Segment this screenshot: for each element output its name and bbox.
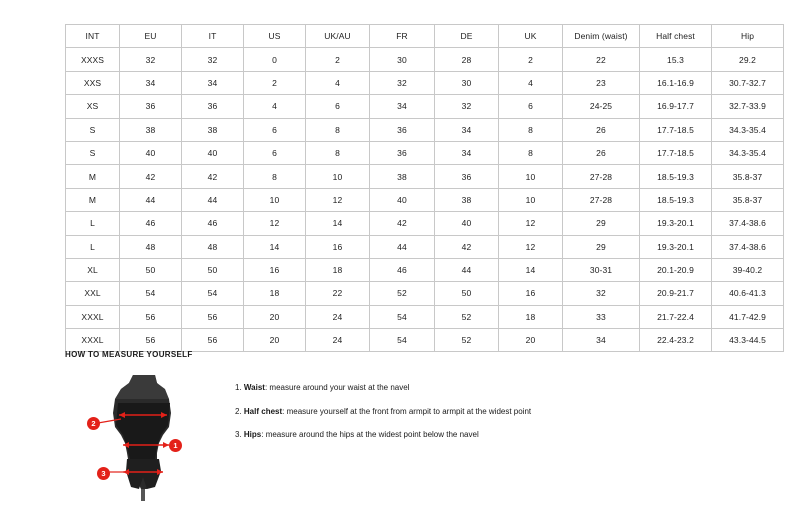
- table-cell: 0: [244, 48, 306, 71]
- table-cell: 18: [244, 282, 306, 305]
- table-cell: 6: [499, 95, 563, 118]
- table-cell: 16.9-17.7: [640, 95, 712, 118]
- table-cell: 6: [244, 118, 306, 141]
- table-cell: 4: [306, 71, 370, 94]
- table-cell: 30.7-32.7: [712, 71, 784, 94]
- table-row: [66, 95, 784, 118]
- column-header: FR: [370, 25, 435, 48]
- table-cell: 44: [182, 188, 244, 211]
- table-cell: 32: [435, 95, 499, 118]
- column-header: INT: [66, 25, 120, 48]
- table-cell: 2: [499, 48, 563, 71]
- table-cell: 24-25: [563, 95, 640, 118]
- table-cell: 48: [120, 235, 182, 258]
- table-cell: 37.4-38.6: [712, 212, 784, 235]
- table-cell: 56: [120, 305, 182, 328]
- table-cell: 17.7-18.5: [640, 118, 712, 141]
- how-to-measure-section: [65, 350, 735, 503]
- table-cell: 21.7-22.4: [640, 305, 712, 328]
- table-row: [66, 212, 784, 235]
- column-header: Hip: [712, 25, 784, 48]
- table-cell: 34: [370, 95, 435, 118]
- table-cell: L: [66, 212, 120, 235]
- table-cell: 24: [306, 305, 370, 328]
- table-cell: 20: [499, 329, 563, 352]
- mannequin-figure: [85, 373, 205, 503]
- table-cell: 38: [120, 118, 182, 141]
- size-chart-table: [65, 24, 784, 352]
- table-cell: 6: [244, 141, 306, 164]
- size-chart-container: [65, 24, 766, 352]
- table-cell: S: [66, 118, 120, 141]
- how-to-measure-body: [65, 373, 735, 503]
- table-cell: 29: [563, 212, 640, 235]
- table-row: [66, 141, 784, 164]
- table-cell: 46: [120, 212, 182, 235]
- table-cell: 40: [120, 141, 182, 164]
- table-cell: 8: [306, 118, 370, 141]
- column-header: UK: [499, 25, 563, 48]
- table-row: [66, 305, 784, 328]
- measure-instruction-text: : measure yourself at the front from armpit to armpit at the widest point: [282, 406, 532, 416]
- table-cell: 34: [435, 118, 499, 141]
- table-cell: 12: [306, 188, 370, 211]
- column-header: DE: [435, 25, 499, 48]
- table-cell: 8: [306, 141, 370, 164]
- table-cell: 33: [563, 305, 640, 328]
- table-cell: 34: [182, 71, 244, 94]
- table-cell: 41.7-42.9: [712, 305, 784, 328]
- table-cell: XXXL: [66, 329, 120, 352]
- table-cell: 38: [182, 118, 244, 141]
- table-cell: 30: [435, 71, 499, 94]
- table-cell: 23: [563, 71, 640, 94]
- table-cell: 42: [120, 165, 182, 188]
- table-row: [66, 118, 784, 141]
- table-cell: M: [66, 188, 120, 211]
- table-cell: XXL: [66, 282, 120, 305]
- table-cell: 34: [120, 71, 182, 94]
- table-cell: 50: [435, 282, 499, 305]
- table-cell: 16: [306, 235, 370, 258]
- measure-instruction-number: 3.: [235, 430, 242, 440]
- table-cell: 22: [563, 48, 640, 71]
- table-cell: 10: [499, 188, 563, 211]
- table-cell: 52: [370, 282, 435, 305]
- table-cell: 48: [182, 235, 244, 258]
- column-header: US: [244, 25, 306, 48]
- table-cell: 32: [563, 282, 640, 305]
- table-cell: 54: [370, 305, 435, 328]
- table-cell: 42: [370, 212, 435, 235]
- table-row: [66, 282, 784, 305]
- table-cell: 32: [120, 48, 182, 71]
- table-cell: 44: [435, 258, 499, 281]
- table-cell: 36: [120, 95, 182, 118]
- table-cell: 2: [244, 71, 306, 94]
- table-row: [66, 48, 784, 71]
- table-cell: M: [66, 165, 120, 188]
- measure-instruction-number: 2.: [235, 406, 242, 416]
- table-row: [66, 71, 784, 94]
- table-cell: 46: [370, 258, 435, 281]
- table-cell: 18.5-19.3: [640, 188, 712, 211]
- table-cell: 36: [435, 165, 499, 188]
- table-row: [66, 188, 784, 211]
- table-row: [66, 165, 784, 188]
- table-cell: 44: [370, 235, 435, 258]
- table-cell: 37.4-38.6: [712, 235, 784, 258]
- table-cell: 18: [499, 305, 563, 328]
- table-cell: 24: [306, 329, 370, 352]
- measure-badge-1: 1: [169, 439, 182, 452]
- table-cell: S: [66, 141, 120, 164]
- how-to-measure-title: HOW TO MEASURE YOURSELF: [65, 350, 193, 359]
- column-header: UK/AU: [306, 25, 370, 48]
- table-cell: 36: [370, 141, 435, 164]
- table-cell: XXXS: [66, 48, 120, 71]
- table-cell: 8: [499, 118, 563, 141]
- measure-instruction-term: Waist: [243, 383, 265, 392]
- table-cell: 35.8-37: [712, 188, 784, 211]
- table-cell: 42: [435, 235, 499, 258]
- table-cell: L: [66, 235, 120, 258]
- table-cell: 14: [306, 212, 370, 235]
- table-cell: 34.3-35.4: [712, 118, 784, 141]
- table-cell: 40: [435, 212, 499, 235]
- measure-instruction-term: Hips: [243, 430, 262, 440]
- table-cell: 16: [244, 258, 306, 281]
- table-cell: 44: [120, 188, 182, 211]
- table-cell: 34: [435, 141, 499, 164]
- table-cell: 20: [244, 329, 306, 352]
- table-cell: 18: [306, 258, 370, 281]
- table-row: [66, 329, 784, 352]
- table-cell: 20.1-20.9: [640, 258, 712, 281]
- table-cell: 4: [244, 95, 306, 118]
- table-row: [66, 258, 784, 281]
- table-cell: 30: [370, 48, 435, 71]
- table-cell: 2: [306, 48, 370, 71]
- measure-badge-2: 2: [87, 417, 100, 430]
- table-cell: 54: [370, 329, 435, 352]
- table-cell: 22.4-23.2: [640, 329, 712, 352]
- table-cell: 14: [244, 235, 306, 258]
- table-cell: 12: [244, 212, 306, 235]
- table-cell: 26: [563, 141, 640, 164]
- table-cell: 56: [120, 329, 182, 352]
- table-cell: 10: [244, 188, 306, 211]
- table-cell: 27-28: [563, 188, 640, 211]
- table-cell: 16.1-16.9: [640, 71, 712, 94]
- table-cell: 28: [435, 48, 499, 71]
- table-cell: 10: [499, 165, 563, 188]
- table-cell: 15.3: [640, 48, 712, 71]
- table-cell: 38: [435, 188, 499, 211]
- table-cell: 12: [499, 212, 563, 235]
- table-cell: 34: [563, 329, 640, 352]
- measure-instruction-text: : measure around your waist at the navel: [264, 383, 410, 392]
- measure-instruction-waist: [235, 383, 531, 393]
- measure-instruction-term: Half chest: [243, 406, 283, 416]
- measure-instruction-half-chest: [235, 407, 531, 417]
- table-cell: 40: [182, 141, 244, 164]
- table-cell: 34.3-35.4: [712, 141, 784, 164]
- table-cell: 18.5-19.3: [640, 165, 712, 188]
- table-cell: 22: [306, 282, 370, 305]
- table-cell: 26: [563, 118, 640, 141]
- measure-badge-3: 3: [97, 467, 110, 480]
- table-header-row: [66, 25, 784, 48]
- column-header: Half chest: [640, 25, 712, 48]
- table-cell: 8: [499, 141, 563, 164]
- table-cell: 19.3-20.1: [640, 212, 712, 235]
- measure-instruction-number: 1.: [235, 383, 242, 392]
- table-cell: 52: [435, 329, 499, 352]
- measure-instructions-list: [235, 373, 531, 440]
- column-header: Denim (waist): [563, 25, 640, 48]
- table-cell: 4: [499, 71, 563, 94]
- table-cell: 54: [120, 282, 182, 305]
- table-cell: 14: [499, 258, 563, 281]
- table-cell: 40: [370, 188, 435, 211]
- table-cell: 20: [244, 305, 306, 328]
- table-cell: 29: [563, 235, 640, 258]
- table-cell: 40.6-41.3: [712, 282, 784, 305]
- table-cell: 56: [182, 329, 244, 352]
- measure-instruction-hips: [235, 430, 531, 440]
- table-cell: 39-40.2: [712, 258, 784, 281]
- table-cell: 32.7-33.9: [712, 95, 784, 118]
- table-row: [66, 235, 784, 258]
- table-cell: 36: [182, 95, 244, 118]
- table-cell: 8: [244, 165, 306, 188]
- table-cell: 32: [370, 71, 435, 94]
- table-cell: 29.2: [712, 48, 784, 71]
- table-cell: 19.3-20.1: [640, 235, 712, 258]
- table-cell: 12: [499, 235, 563, 258]
- table-cell: 56: [182, 305, 244, 328]
- table-cell: 16: [499, 282, 563, 305]
- table-cell: 27-28: [563, 165, 640, 188]
- table-cell: 30-31: [563, 258, 640, 281]
- table-cell: 50: [120, 258, 182, 281]
- table-cell: 46: [182, 212, 244, 235]
- table-cell: XL: [66, 258, 120, 281]
- table-cell: XXXL: [66, 305, 120, 328]
- table-cell: 38: [370, 165, 435, 188]
- table-cell: 35.8-37: [712, 165, 784, 188]
- table-cell: 17.7-18.5: [640, 141, 712, 164]
- table-cell: 20.9-21.7: [640, 282, 712, 305]
- table-cell: 6: [306, 95, 370, 118]
- table-cell: 36: [370, 118, 435, 141]
- mannequin-illustration: [85, 373, 205, 503]
- column-header: EU: [120, 25, 182, 48]
- table-cell: 42: [182, 165, 244, 188]
- table-cell: 43.3-44.5: [712, 329, 784, 352]
- table-cell: 32: [182, 48, 244, 71]
- measure-instruction-text: : measure around the hips at the widest point below the navel: [261, 430, 479, 440]
- table-cell: 50: [182, 258, 244, 281]
- table-cell: XXS: [66, 71, 120, 94]
- table-cell: 52: [435, 305, 499, 328]
- column-header: IT: [182, 25, 244, 48]
- table-cell: 10: [306, 165, 370, 188]
- table-cell: 54: [182, 282, 244, 305]
- table-cell: XS: [66, 95, 120, 118]
